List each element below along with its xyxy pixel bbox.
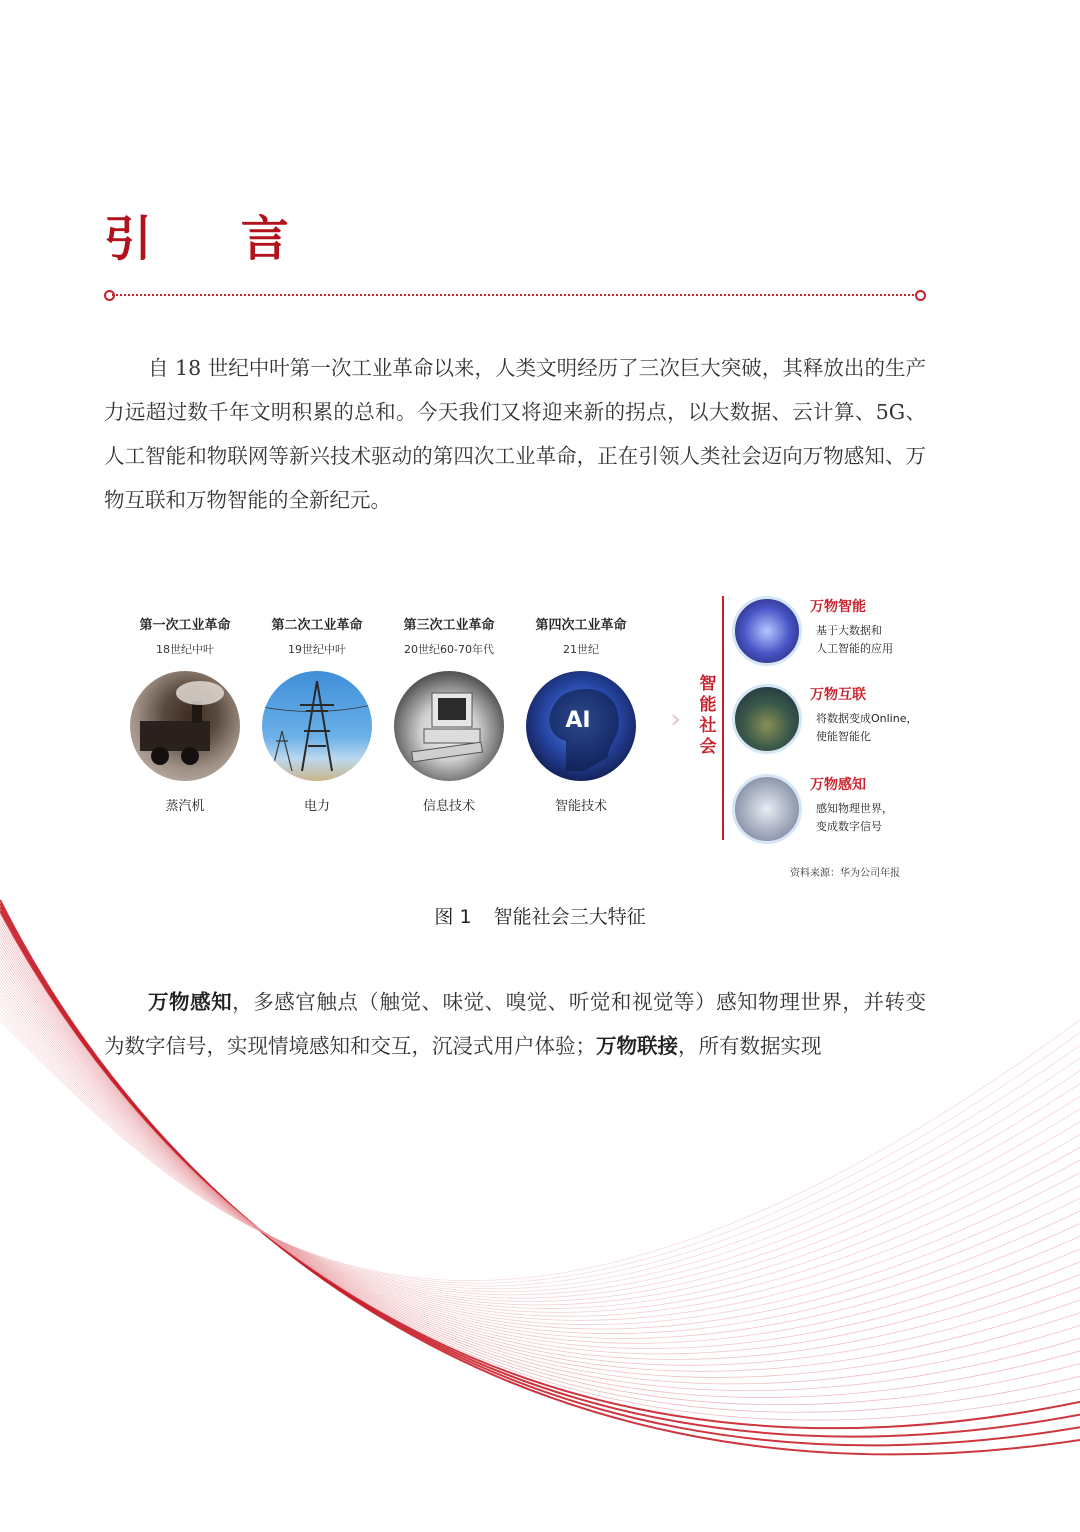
society-char: 社 <box>699 716 717 736</box>
feature-desc <box>816 710 936 746</box>
society-char: 会 <box>699 737 717 757</box>
revolution-title: 第三次工业革命 <box>403 618 495 633</box>
revolution-label: 电力 <box>303 799 330 814</box>
feature-title: 万物感知 <box>810 777 866 793</box>
figure-caption <box>0 902 1080 929</box>
revolution-4 <box>516 614 646 814</box>
revolution-label: 智能技术 <box>554 799 607 814</box>
revolution-label: 蒸汽机 <box>165 799 205 814</box>
feature-desc-line: 基于大数据和 <box>816 624 882 637</box>
revolution-2 <box>252 614 382 814</box>
feature-desc-line: 变成数字信号 <box>816 820 882 833</box>
intro-paragraph: 自 18 世纪中叶第一次工业革命以来，人类文明经历了三次巨大突破，其释放出的生产力远超过数千年文明积累的总和。今天我们又将迎来新的拐点，以大数据、云计算、5G、人工智能和物联网等新兴技术驱动的第四次工业革命，正在引领人类社会迈向万物感知、万物互联和万物智能的全新纪元。 <box>104 356 926 512</box>
figure-source: 资料来源：华为公司年报 <box>790 868 900 879</box>
revolution-period: 18世纪中叶 <box>156 643 214 656</box>
decorative-wave-lines <box>0 880 1080 1532</box>
caption-number: 图 1 <box>434 906 472 928</box>
society-char: 智 <box>699 674 717 694</box>
revolution-period: 20世纪60-70年代 <box>404 643 494 656</box>
term-sensing: 万物感知 <box>148 990 233 1014</box>
body-text: ，所有数据实现 <box>678 1034 822 1058</box>
computer-image <box>394 671 504 781</box>
feature-title: 万物智能 <box>810 599 866 615</box>
revolution-period: 21世纪 <box>563 643 599 656</box>
society-char: 能 <box>699 695 717 715</box>
revolution-1 <box>120 614 250 814</box>
feature-image <box>732 774 802 844</box>
feature-image <box>732 596 802 666</box>
feature-intelligence <box>732 590 922 670</box>
revolution-label: 信息技术 <box>422 799 475 814</box>
power-tower-image <box>262 671 372 781</box>
feature-desc-line: 感知物理世界， <box>816 802 893 815</box>
title-divider <box>104 289 926 301</box>
revolution-period: 19世纪中叶 <box>288 643 346 656</box>
chevron-right-icon: › <box>670 702 682 735</box>
revolution-title: 第四次工业革命 <box>535 618 627 633</box>
body-paragraph <box>104 980 926 1068</box>
feature-sensing <box>732 768 922 848</box>
feature-desc <box>816 622 936 658</box>
feature-image <box>732 684 802 754</box>
revolution-title: 第二次工业革命 <box>271 618 363 633</box>
caption-text: 智能社会三大特征 <box>493 906 646 928</box>
revolution-title: 第一次工业革命 <box>139 618 231 633</box>
feature-desc-line: 将数据变成Online， <box>816 712 918 725</box>
society-vertical-bar <box>722 596 724 840</box>
feature-desc-line: 人工智能的应用 <box>816 642 893 655</box>
body-text: ，多感官触点（触觉、味觉、嗅觉、听觉和视觉等）感知物理世界，并转变为数字信号，实现情境感知和交互，沉浸式用户体验； <box>104 990 927 1058</box>
divider-right-dot <box>915 290 926 301</box>
page-title: 引 言 <box>104 211 325 267</box>
feature-connectivity <box>732 678 922 758</box>
feature-desc-line: 使能智能化 <box>816 730 871 743</box>
ai-text: AI <box>565 708 591 733</box>
feature-title: 万物互联 <box>810 687 866 703</box>
intelligent-society-label <box>698 674 718 758</box>
revolution-3 <box>384 614 514 814</box>
feature-desc <box>816 800 936 836</box>
ai-brain-image <box>526 671 636 781</box>
term-connectivity: 万物联接 <box>596 1034 678 1058</box>
figure-intelligent-society <box>120 590 920 890</box>
divider-dotted-line <box>112 294 918 296</box>
steam-train-image <box>130 671 240 781</box>
